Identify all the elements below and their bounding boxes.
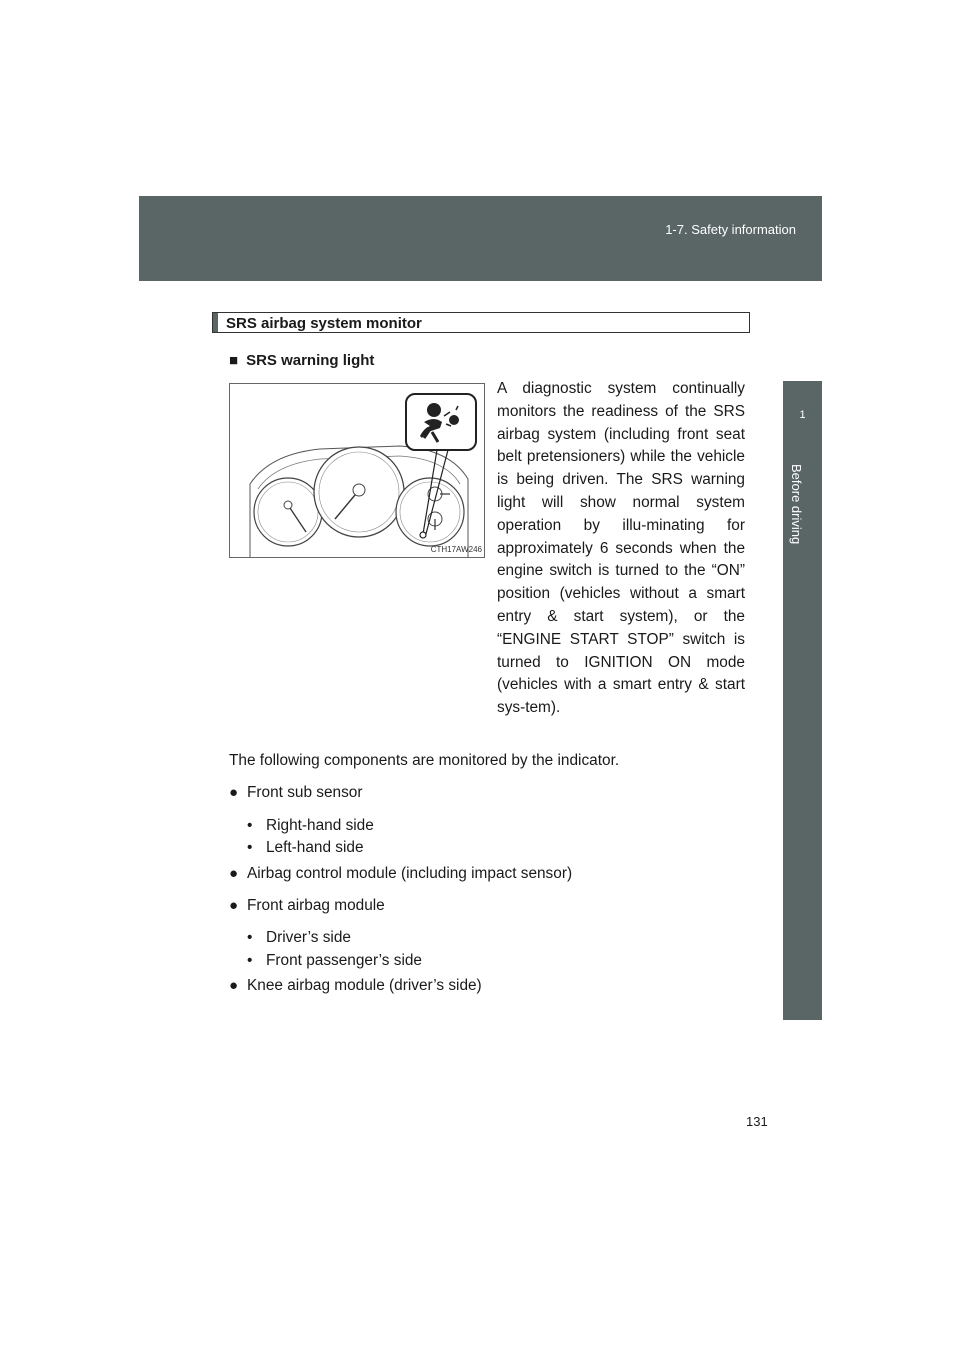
chapter-number: 1	[799, 409, 806, 421]
bullet-marker: ●	[229, 897, 239, 914]
header-band	[139, 196, 822, 281]
tachometer-gauge	[254, 478, 322, 546]
instrument-cluster-illustration	[230, 384, 485, 558]
sub-item	[247, 817, 374, 835]
component-item: Front sub sensor	[247, 784, 363, 801]
sub-bullet-marker: •	[247, 839, 253, 856]
chapter-strip	[783, 450, 822, 1020]
sub-bullet-marker: •	[247, 952, 253, 969]
header-section-title: 1-7. Safety information	[665, 222, 796, 237]
section-heading-accent	[213, 313, 218, 332]
warning-light-description: A diagnostic system continually monitors the readiness of the SRS airbag system (including front seat belt pretensioners) while the vehicle is being driven. The SRS warning light will show normal system operation by illu-minating for approximately 6 seconds when the engine switch is turned to the “ON” position (vehicles without a smart entry & start system), or the “ENGINE START STOP” switch is turned to IGNITION ON mode (vehicles with a smart entry & start sys-tem).	[497, 380, 745, 717]
section-title: SRS airbag system monitor	[226, 315, 422, 332]
component-item: Knee airbag module (driver’s side)	[247, 977, 482, 994]
subsection-title: SRS warning light	[246, 352, 375, 369]
intro-text: The following components are monitored by the indicator.	[229, 752, 620, 769]
sub-item-label: Front passenger’s side	[266, 952, 422, 969]
figure-code: CTH17AW246	[430, 545, 482, 554]
chapter-label: Before driving	[789, 464, 804, 545]
bullet-marker: ●	[229, 784, 239, 801]
bullet-marker: ●	[229, 865, 239, 882]
sub-item	[247, 952, 422, 970]
subsection-marker: ■	[229, 352, 239, 369]
section-heading	[212, 312, 750, 333]
sub-item	[247, 839, 364, 857]
bullet-marker: ●	[229, 977, 239, 994]
page-number: 131	[746, 1114, 768, 1129]
chapter-tab	[783, 381, 822, 450]
component-item: Front airbag module	[247, 897, 385, 914]
sub-bullet-marker: •	[247, 929, 253, 946]
sub-item-label: Left-hand side	[266, 839, 364, 856]
sub-item-label: Right-hand side	[266, 817, 374, 834]
sub-item	[247, 929, 351, 947]
sub-item-label: Driver’s side	[266, 929, 351, 946]
sub-bullet-marker: •	[247, 817, 253, 834]
subsection-heading	[229, 352, 374, 369]
fuel-temp-gauge	[396, 478, 464, 546]
component-item: Airbag control module (including impact sensor)	[247, 865, 573, 882]
instrument-cluster-figure	[229, 383, 485, 558]
speedometer-gauge	[314, 447, 404, 537]
